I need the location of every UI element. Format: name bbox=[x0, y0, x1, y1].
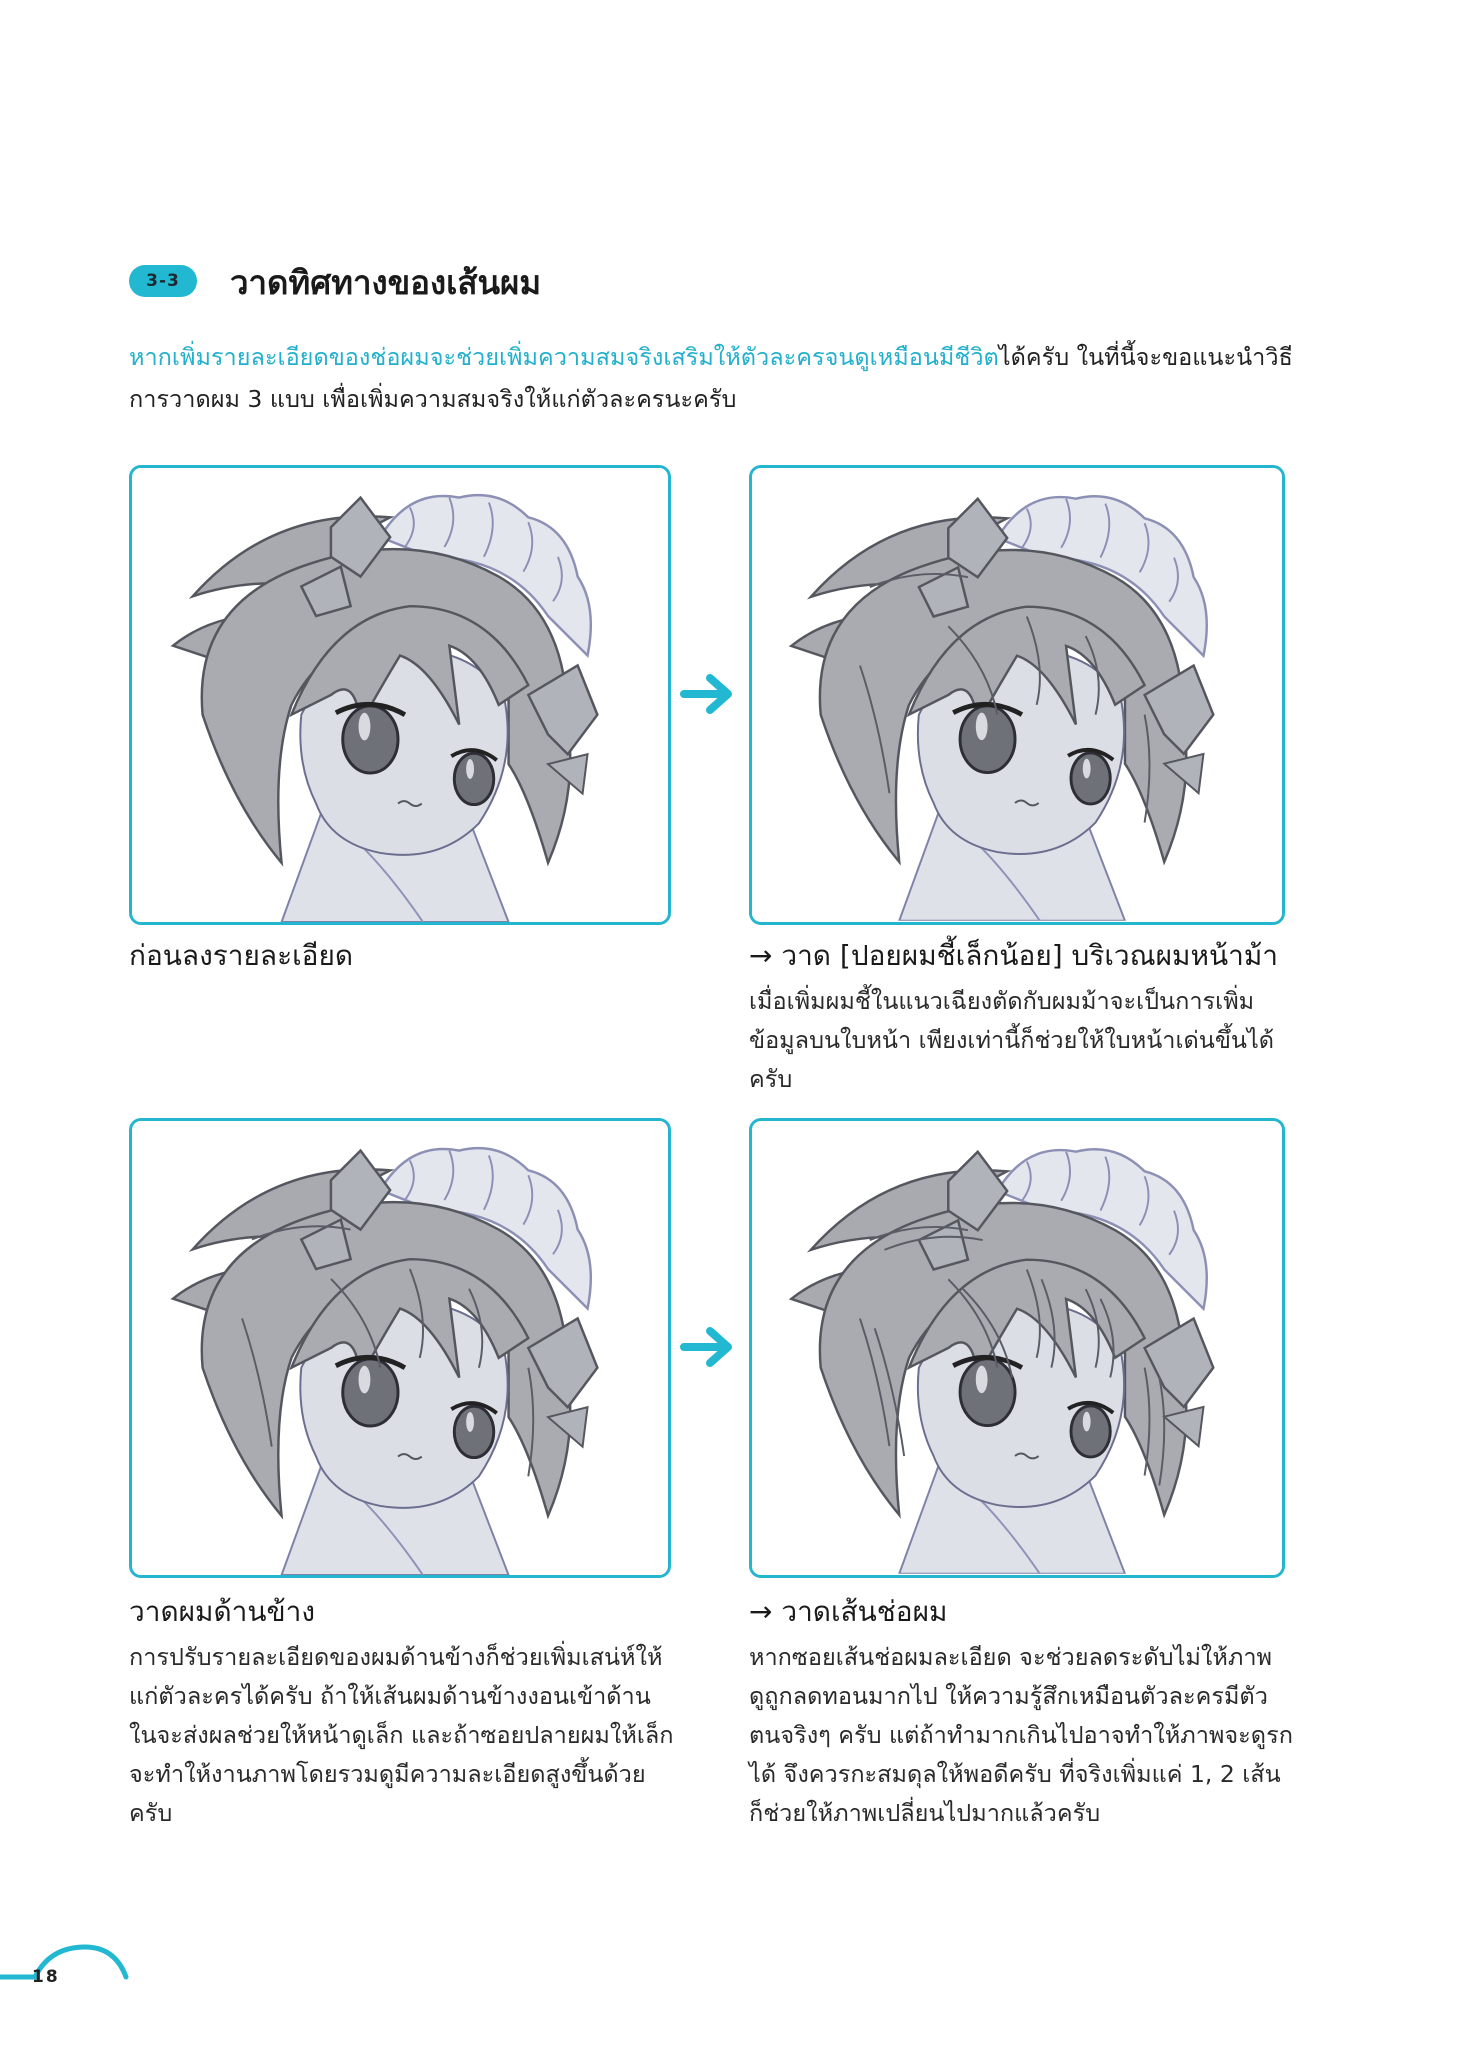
panel-3-body: การปรับรายละเอียดของผมด้านข้างก็ช่วยเพิ่มเสน่ห์ให้แก่ตัวละครได้ครับ ถ้าให้เส้นผมด้านข้างงอนเข้าด้านในจะส่งผลช่วยให้หน้าดูเล็ก และถ้าซอยปลายผมให้เล็กจะทำให้งานภาพโดยรวมดูมีความละเอียดสูงขึ้นด้วยครับ bbox=[129, 1643, 674, 1827]
page-tab-decoration bbox=[0, 1935, 140, 1985]
intro-text: ได้ครับ ในที่นี้จะขอแนะนำวิธีการวาดผม 3 แบบ เพื่อเพิ่มความสมจริงให้แก่ตัวละครนะครับ bbox=[129, 343, 1293, 413]
section-title: วาดทิศทางของเส้นผม bbox=[230, 263, 542, 302]
section-number: 3-3 bbox=[146, 271, 180, 291]
panel-2-body: เมื่อเพิ่มผมชี้ในแนวเฉียงตัดกับผมม้าจะเป็นการเพิ่มข้อมูลบนใบหน้า เพียงเท่านี้ก็ช่วยให้ใบหน้าเด่นขึ้นได้ครับ bbox=[749, 987, 1275, 1093]
intro-paragraph bbox=[129, 336, 1299, 420]
anime-girl-illustration bbox=[752, 468, 1282, 922]
panel-1-title: ก่อนลงรายละเอียด bbox=[129, 939, 354, 972]
illustration-frame-2 bbox=[749, 465, 1285, 925]
section-badge bbox=[129, 265, 197, 297]
page-number: 18 bbox=[32, 1967, 60, 1987]
intro-highlight: หากเพิ่มรายละเอียดของช่อผมจะช่วยเพิ่มความสมจริงเสริมให้ตัวละครจนดูเหมือนมีชีวิต bbox=[129, 343, 999, 371]
arrow-right-icon bbox=[678, 672, 738, 716]
anime-girl-illustration bbox=[752, 1121, 1282, 1575]
panel-4-title: → วาดเส้นช่อผม bbox=[749, 1595, 948, 1628]
illustration-frame-4 bbox=[749, 1118, 1285, 1578]
illustration-frame-3 bbox=[129, 1118, 671, 1578]
panel-2-title: → วาด [ปอยผมชี้เล็กน้อย] บริเวณผมหน้าม้า bbox=[749, 939, 1278, 972]
panel-4-body: หากซอยเส้นช่อผมละเอียด จะช่วยลดระดับไม่ให้ภาพดูถูกลดทอนมากไป ให้ความรู้สึกเหมือนตัวละครมีตัวตนจริงๆ ครับ แต่ถ้าทำมากเกินไปอาจทำให้ภาพจะดูรกได้ จึงควรกะสมดุลให้พอดีครับ ที่จริงเพิ่มแค่ 1, 2 เส้นก็ช่วยให้ภาพเปลี่ยนไปมากแล้วครับ bbox=[749, 1643, 1293, 1827]
anime-girl-illustration bbox=[132, 1121, 668, 1575]
anime-girl-illustration bbox=[132, 468, 668, 922]
illustration-frame-1 bbox=[129, 465, 671, 925]
arrow-right-icon bbox=[678, 1325, 738, 1369]
panel-3-title: วาดผมด้านข้าง bbox=[129, 1595, 316, 1628]
